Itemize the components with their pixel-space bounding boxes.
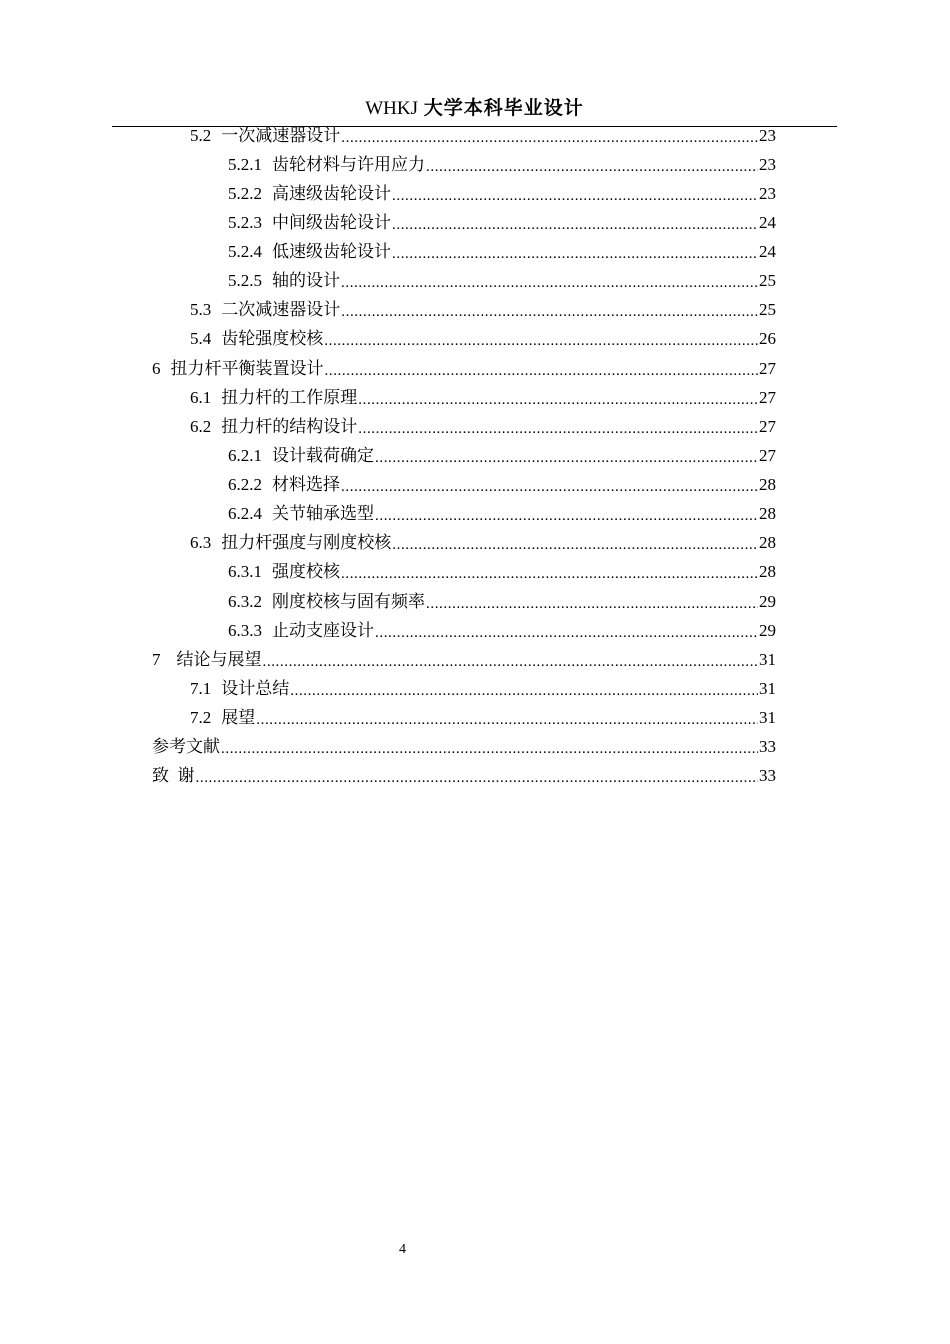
toc-entry-title: 轴的设计 bbox=[272, 271, 340, 290]
toc-dot-leader bbox=[392, 212, 758, 234]
toc-dot-leader bbox=[375, 445, 758, 467]
toc-entry-5-2-4[interactable] bbox=[228, 239, 776, 263]
toc-entry-page: 27 bbox=[759, 359, 776, 378]
toc-entry-page: 24 bbox=[759, 213, 776, 232]
toc-entry-number: 5.2.2 bbox=[228, 184, 262, 203]
toc-entry-title: 强度校核 bbox=[272, 562, 340, 581]
toc-entry-number: 7.2 bbox=[190, 708, 212, 727]
toc-entry-page: 25 bbox=[759, 300, 776, 319]
header-thesis-label: 大学本科毕业设计 bbox=[423, 98, 584, 119]
toc-entry-title: 设计载荷确定 bbox=[272, 446, 374, 465]
toc-entry-page: 31 bbox=[759, 679, 776, 698]
toc-entry-number: 6.1 bbox=[190, 388, 212, 407]
toc-entry-number: 6.2.4 bbox=[228, 504, 262, 523]
toc-dot-leader bbox=[358, 387, 758, 409]
toc-dot-leader bbox=[426, 591, 758, 613]
toc-entry-page: 31 bbox=[759, 650, 776, 669]
toc-entry-page: 25 bbox=[759, 271, 776, 290]
toc-entry-title: 齿轮材料与许用应力 bbox=[272, 155, 425, 174]
toc-entry-title: 设计总结 bbox=[221, 679, 290, 698]
toc-entry-title: 一次减速器设计 bbox=[221, 126, 341, 145]
toc-dot-leader bbox=[290, 678, 758, 700]
toc-entry-6-3[interactable] bbox=[190, 530, 776, 554]
toc-entry-acknowledgements[interactable] bbox=[152, 763, 776, 787]
toc-entry-page: 31 bbox=[759, 708, 776, 727]
toc-dot-leader bbox=[392, 241, 758, 263]
toc-entry-number: 6.3.3 bbox=[228, 621, 262, 640]
toc-entry-page: 27 bbox=[759, 446, 776, 465]
toc-entry-title: 扭力杆平衡装置设计 bbox=[170, 359, 324, 378]
toc-entry-number: 6 bbox=[152, 359, 161, 378]
toc-entry-page: 23 bbox=[759, 184, 776, 203]
toc-entry-5-2-1[interactable] bbox=[228, 152, 776, 176]
toc-entry-page: 33 bbox=[759, 737, 776, 756]
toc-entry-7-1[interactable] bbox=[190, 676, 776, 700]
toc-entry-number: 5.3 bbox=[190, 300, 212, 319]
toc-entry-title: 结论与展望 bbox=[176, 650, 262, 669]
toc-entry-number: 7.1 bbox=[190, 679, 212, 698]
toc-entry-number: 5.2.5 bbox=[228, 271, 262, 290]
toc-entry-page: 26 bbox=[759, 329, 776, 348]
toc-entry-title: 二次减速器设计 bbox=[221, 300, 341, 319]
toc-dot-leader bbox=[263, 649, 759, 671]
toc-entry-title: 高速级齿轮设计 bbox=[272, 184, 391, 203]
toc-entry-page: 27 bbox=[759, 388, 776, 407]
toc-entry-5-2-5[interactable] bbox=[228, 268, 776, 292]
toc-entry-title: 材料选择 bbox=[272, 475, 340, 494]
toc-entry-6-2-1[interactable] bbox=[228, 443, 776, 467]
toc-entry-number: 6.3.1 bbox=[228, 562, 262, 581]
toc-entry-page: 28 bbox=[759, 562, 776, 581]
toc-entry-7-2[interactable] bbox=[190, 705, 776, 729]
toc-entry-page: 33 bbox=[759, 766, 776, 785]
toc-entry-page: 29 bbox=[759, 592, 776, 611]
toc-entry-page: 23 bbox=[759, 155, 776, 174]
page-number: 4 bbox=[399, 1242, 406, 1257]
toc-entry-6[interactable] bbox=[152, 356, 776, 380]
toc-entry-page: 23 bbox=[759, 126, 776, 145]
toc-entry-title: 低速级齿轮设计 bbox=[272, 242, 391, 261]
toc-dot-leader bbox=[341, 299, 758, 321]
toc-entry-title: 扭力杆强度与刚度校核 bbox=[221, 533, 392, 552]
toc-entry-title: 展望 bbox=[221, 708, 256, 727]
toc-entry-title: 关节轴承选型 bbox=[272, 504, 374, 523]
toc-entry-number: 5.4 bbox=[190, 329, 212, 348]
header-institution-code: WHKJ bbox=[365, 98, 418, 119]
toc-entry-title: 扭力杆的工作原理 bbox=[221, 388, 358, 407]
toc-entry-number: 5.2.4 bbox=[228, 242, 262, 261]
toc-entry-title: 致 谢 bbox=[152, 766, 195, 785]
toc-entry-number: 6.3 bbox=[190, 533, 212, 552]
toc-entry-number: 6.2 bbox=[190, 417, 212, 436]
toc-entry-5-4[interactable] bbox=[190, 326, 776, 350]
toc-dot-leader bbox=[358, 416, 758, 438]
toc-entry-title: 扭力杆的结构设计 bbox=[221, 417, 358, 436]
toc-dot-leader bbox=[426, 154, 758, 176]
toc-dot-leader bbox=[392, 183, 758, 205]
toc-dot-leader bbox=[325, 358, 759, 380]
toc-dot-leader bbox=[324, 328, 758, 350]
toc-entry-number: 5.2.3 bbox=[228, 213, 262, 232]
toc-dot-leader bbox=[341, 270, 758, 292]
toc-entry-page: 27 bbox=[759, 417, 776, 436]
toc-entry-5-2-3[interactable] bbox=[228, 210, 776, 234]
toc-dot-leader bbox=[375, 503, 758, 525]
toc-entry-references[interactable] bbox=[152, 734, 776, 758]
toc-dot-leader bbox=[196, 765, 759, 787]
toc-entry-5-2[interactable] bbox=[190, 123, 776, 147]
toc-entry-6-2-4[interactable] bbox=[228, 501, 776, 525]
toc-dot-leader bbox=[256, 707, 758, 729]
toc-dot-leader bbox=[341, 561, 758, 583]
toc-entry-title: 参考文献 bbox=[152, 737, 220, 756]
toc-dot-leader bbox=[341, 125, 758, 147]
toc-entry-title: 齿轮强度校核 bbox=[221, 329, 324, 348]
toc-entry-page: 29 bbox=[759, 621, 776, 640]
toc-entry-number: 5.2 bbox=[190, 126, 212, 145]
toc-dot-leader bbox=[221, 736, 758, 758]
toc-entry-number: 6.2.1 bbox=[228, 446, 262, 465]
toc-entry-6-3-1[interactable] bbox=[228, 559, 776, 583]
toc-entry-7[interactable] bbox=[152, 647, 776, 671]
toc-entry-page: 28 bbox=[759, 504, 776, 523]
toc-entry-5-3[interactable] bbox=[190, 297, 776, 321]
toc-entry-6-3-3[interactable] bbox=[228, 618, 776, 642]
toc-entry-number: 7 bbox=[152, 650, 161, 669]
toc-entry-6-1[interactable] bbox=[190, 385, 776, 409]
toc-dot-leader bbox=[341, 474, 758, 496]
toc-entry-page: 28 bbox=[759, 475, 776, 494]
toc-entry-number: 6.2.2 bbox=[228, 475, 262, 494]
toc-entry-6-2-2[interactable] bbox=[228, 472, 776, 496]
toc-entry-page: 24 bbox=[759, 242, 776, 261]
toc-entry-5-2-2[interactable] bbox=[228, 181, 776, 205]
toc-entry-page: 28 bbox=[759, 533, 776, 552]
toc-dot-leader bbox=[375, 620, 758, 642]
toc-entry-title: 刚度校核与固有频率 bbox=[272, 592, 425, 611]
toc-entry-title: 止动支座设计 bbox=[272, 621, 374, 640]
toc-entry-number: 5.2.1 bbox=[228, 155, 262, 174]
toc-entry-6-3-2[interactable] bbox=[228, 589, 776, 613]
toc-entry-number: 6.3.2 bbox=[228, 592, 262, 611]
toc-entry-6-2[interactable] bbox=[190, 414, 776, 438]
toc-dot-leader bbox=[392, 532, 758, 554]
toc-entry-title: 中间级齿轮设计 bbox=[272, 213, 391, 232]
